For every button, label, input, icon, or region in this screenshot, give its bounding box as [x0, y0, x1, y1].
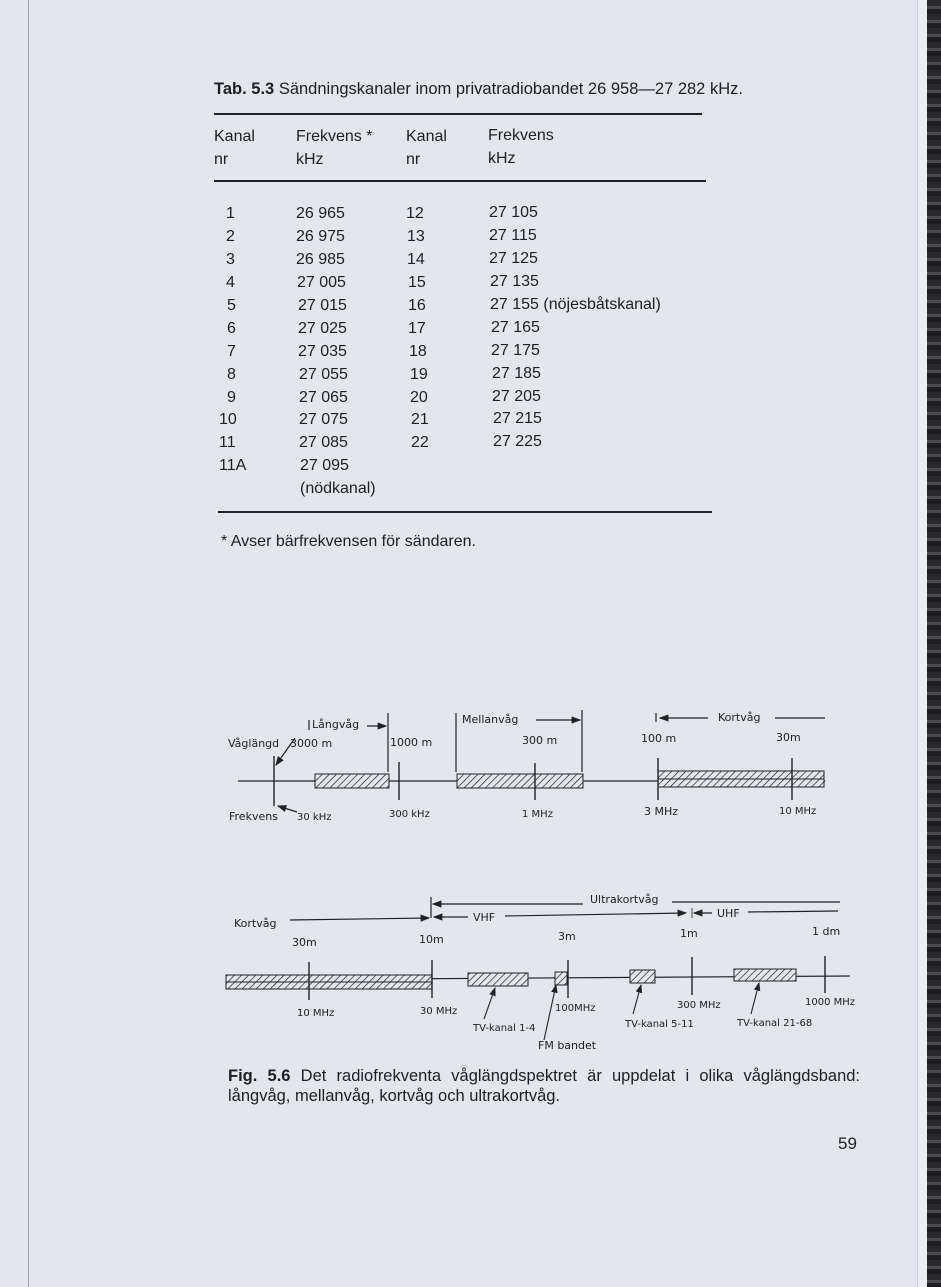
table-cell-frekvens: 27 025: [298, 320, 347, 337]
page-number: 59: [838, 1134, 857, 1153]
label-mellanvag: Mellanvåg: [462, 713, 519, 726]
table-cell-kanal: 16: [408, 297, 426, 314]
label-tv-kanal-21-68: TV-kanal 21-68: [737, 1018, 813, 1029]
table-cell-kanal: 7: [227, 343, 236, 360]
table-cell-kanal: 1: [226, 205, 235, 222]
table-cell-kanal: 18: [409, 343, 427, 360]
table-cell-frekvens: 27 165: [491, 319, 540, 336]
table-cell-frekvens: 26 975: [296, 228, 345, 245]
label-1dm: 1 dm: [812, 925, 841, 938]
header-khz-2: kHz: [488, 150, 516, 167]
label-1000m: 1000 m: [390, 736, 433, 749]
table-cell-kanal: 6: [227, 320, 236, 337]
table-cell-kanal: 21: [411, 411, 429, 428]
table-cell-kanal: 12: [406, 205, 424, 222]
table-cell-frekvens: 27 215: [493, 410, 542, 427]
table-cell-frekvens: 27 105: [489, 204, 538, 221]
table-cell-frekvens: 26 965: [296, 205, 345, 222]
label-300khz: 300 kHz: [389, 809, 430, 820]
table-cell-frekvens: 27 135: [490, 273, 539, 290]
label-1m: 1m: [680, 927, 698, 940]
label-kortvag-bottom: Kortvåg: [234, 917, 277, 930]
label-1mhz: 1 MHz: [522, 809, 553, 820]
table-cell-frekvens: 27 005: [297, 274, 346, 291]
header-frekvens-2: Frekvens: [488, 127, 554, 144]
label-tv-kanal-1-4: TV-kanal 1-4: [473, 1023, 536, 1034]
label-30m-top: 30m: [776, 731, 801, 744]
header-kanal-1: Kanal: [214, 128, 255, 145]
table-cell-kanal: 3: [226, 251, 235, 268]
label-vaglangd: Våglängd: [228, 737, 280, 750]
label-tv-kanal-5-11: TV-kanal 5-11: [625, 1019, 694, 1030]
header-kanal-2: Kanal: [406, 128, 447, 145]
figure-label: Fig. 5.6: [228, 1067, 291, 1085]
table-cell-kanal: 8: [227, 366, 236, 383]
table-cell-frekvens: 27 085: [299, 434, 348, 451]
table-cell-kanal: 22: [411, 434, 429, 451]
label-uhf: UHF: [717, 907, 740, 920]
label-100m: 100 m: [641, 732, 677, 745]
table-cell-kanal: 19: [410, 366, 428, 383]
label-3mhz: 3 MHz: [644, 805, 679, 818]
table-cell-kanal: 4: [226, 274, 235, 291]
header-nr-2: nr: [406, 151, 421, 168]
label-30m-bottom: 30m: [292, 936, 317, 949]
label-30mhz: 30 MHz: [420, 1006, 458, 1017]
table-cell-kanal: 11A: [219, 457, 247, 474]
table-cell-kanal: 13: [407, 228, 425, 245]
table-cell-frekvens: 27 205: [492, 388, 541, 405]
label-1000mhz: 1000 MHz: [805, 997, 856, 1008]
label-3m: 3m: [558, 930, 576, 943]
table-footnote: * Avser bärfrekvensen för sändaren.: [221, 533, 476, 550]
label-ultrakortvag: Ultrakortvåg: [590, 893, 659, 906]
table-cell-frekvens: 27 175: [491, 342, 540, 359]
top-spectrum-diagram: [228, 710, 825, 823]
label-kortvag-top: Kortvåg: [718, 711, 761, 724]
header-khz-1: kHz: [296, 151, 324, 168]
table-cell-frekvens: 27 075: [299, 411, 348, 428]
label-30khz: 30 kHz: [297, 812, 332, 823]
header-nr-1: nr: [214, 151, 229, 168]
table-cell-kanal: 15: [408, 274, 426, 291]
table-label: Tab. 5.3: [214, 80, 275, 98]
table-cell-frekvens: 27 115: [489, 227, 537, 244]
label-fm-bandet: FM bandet: [538, 1039, 597, 1052]
label-300m: 300 m: [522, 734, 558, 747]
table-cell-frekvens: 27 035: [298, 343, 347, 360]
table-cell-frekvens: 27 185: [492, 365, 541, 382]
table-cell-frekvens: 27 015: [298, 297, 347, 314]
label-10mhz-bottom: 10 MHz: [297, 1008, 335, 1019]
label-frekvens: Frekvens: [229, 810, 278, 823]
table-cell-kanal: 14: [407, 251, 425, 268]
frekvens-value: 27 155: [490, 296, 539, 313]
nojesbatskanal-note: (nöjesbåtskanal): [543, 296, 661, 313]
label-100mhz: 100MHz: [555, 1003, 596, 1014]
label-10mhz-top: 10 MHz: [779, 806, 817, 817]
table-cell-kanal: 17: [408, 320, 426, 337]
table-cell-frekvens: 27 125: [489, 250, 538, 267]
table-cell-frekvens: 26 985: [296, 251, 345, 268]
header-frekvens-1: Frekvens *: [296, 128, 373, 145]
table-cell-frekvens: 27 055: [299, 366, 348, 383]
table-cell-frekvens: 27 065: [299, 389, 348, 406]
label-langvag: Långvåg: [312, 718, 360, 731]
figure-caption-text: Det radiofrekventa våglängdspektret är uppdelat i olika våglängdsband: långvåg, mellanvåg, kortvåg och ultrakortvåg.: [228, 1067, 861, 1105]
bottom-spectrum-diagram: [226, 893, 855, 1052]
label-3000m: 3000 m: [290, 737, 333, 750]
table-cell-kanal: 9: [227, 389, 236, 406]
label-vhf: VHF: [473, 911, 496, 924]
table-title: Sändningskanaler inom privatradiobandet 26 958—27 282 kHz.: [278, 80, 743, 98]
table-cell-note: (nödkanal): [300, 480, 376, 497]
table-cell-kanal: 10: [219, 411, 237, 428]
table-cell-kanal: 11: [219, 434, 236, 451]
label-300mhz: 300 MHz: [677, 1000, 721, 1011]
table-cell-frekvens: 27 095: [300, 457, 349, 474]
table-cell-frekvens: 27 225: [493, 433, 542, 450]
table-cell-kanal: 2: [226, 228, 235, 245]
label-10m: 10m: [419, 933, 444, 946]
table-cell-kanal: 5: [227, 297, 236, 314]
table-cell-kanal: 20: [410, 389, 428, 406]
figure-caption: [228, 1066, 860, 1106]
